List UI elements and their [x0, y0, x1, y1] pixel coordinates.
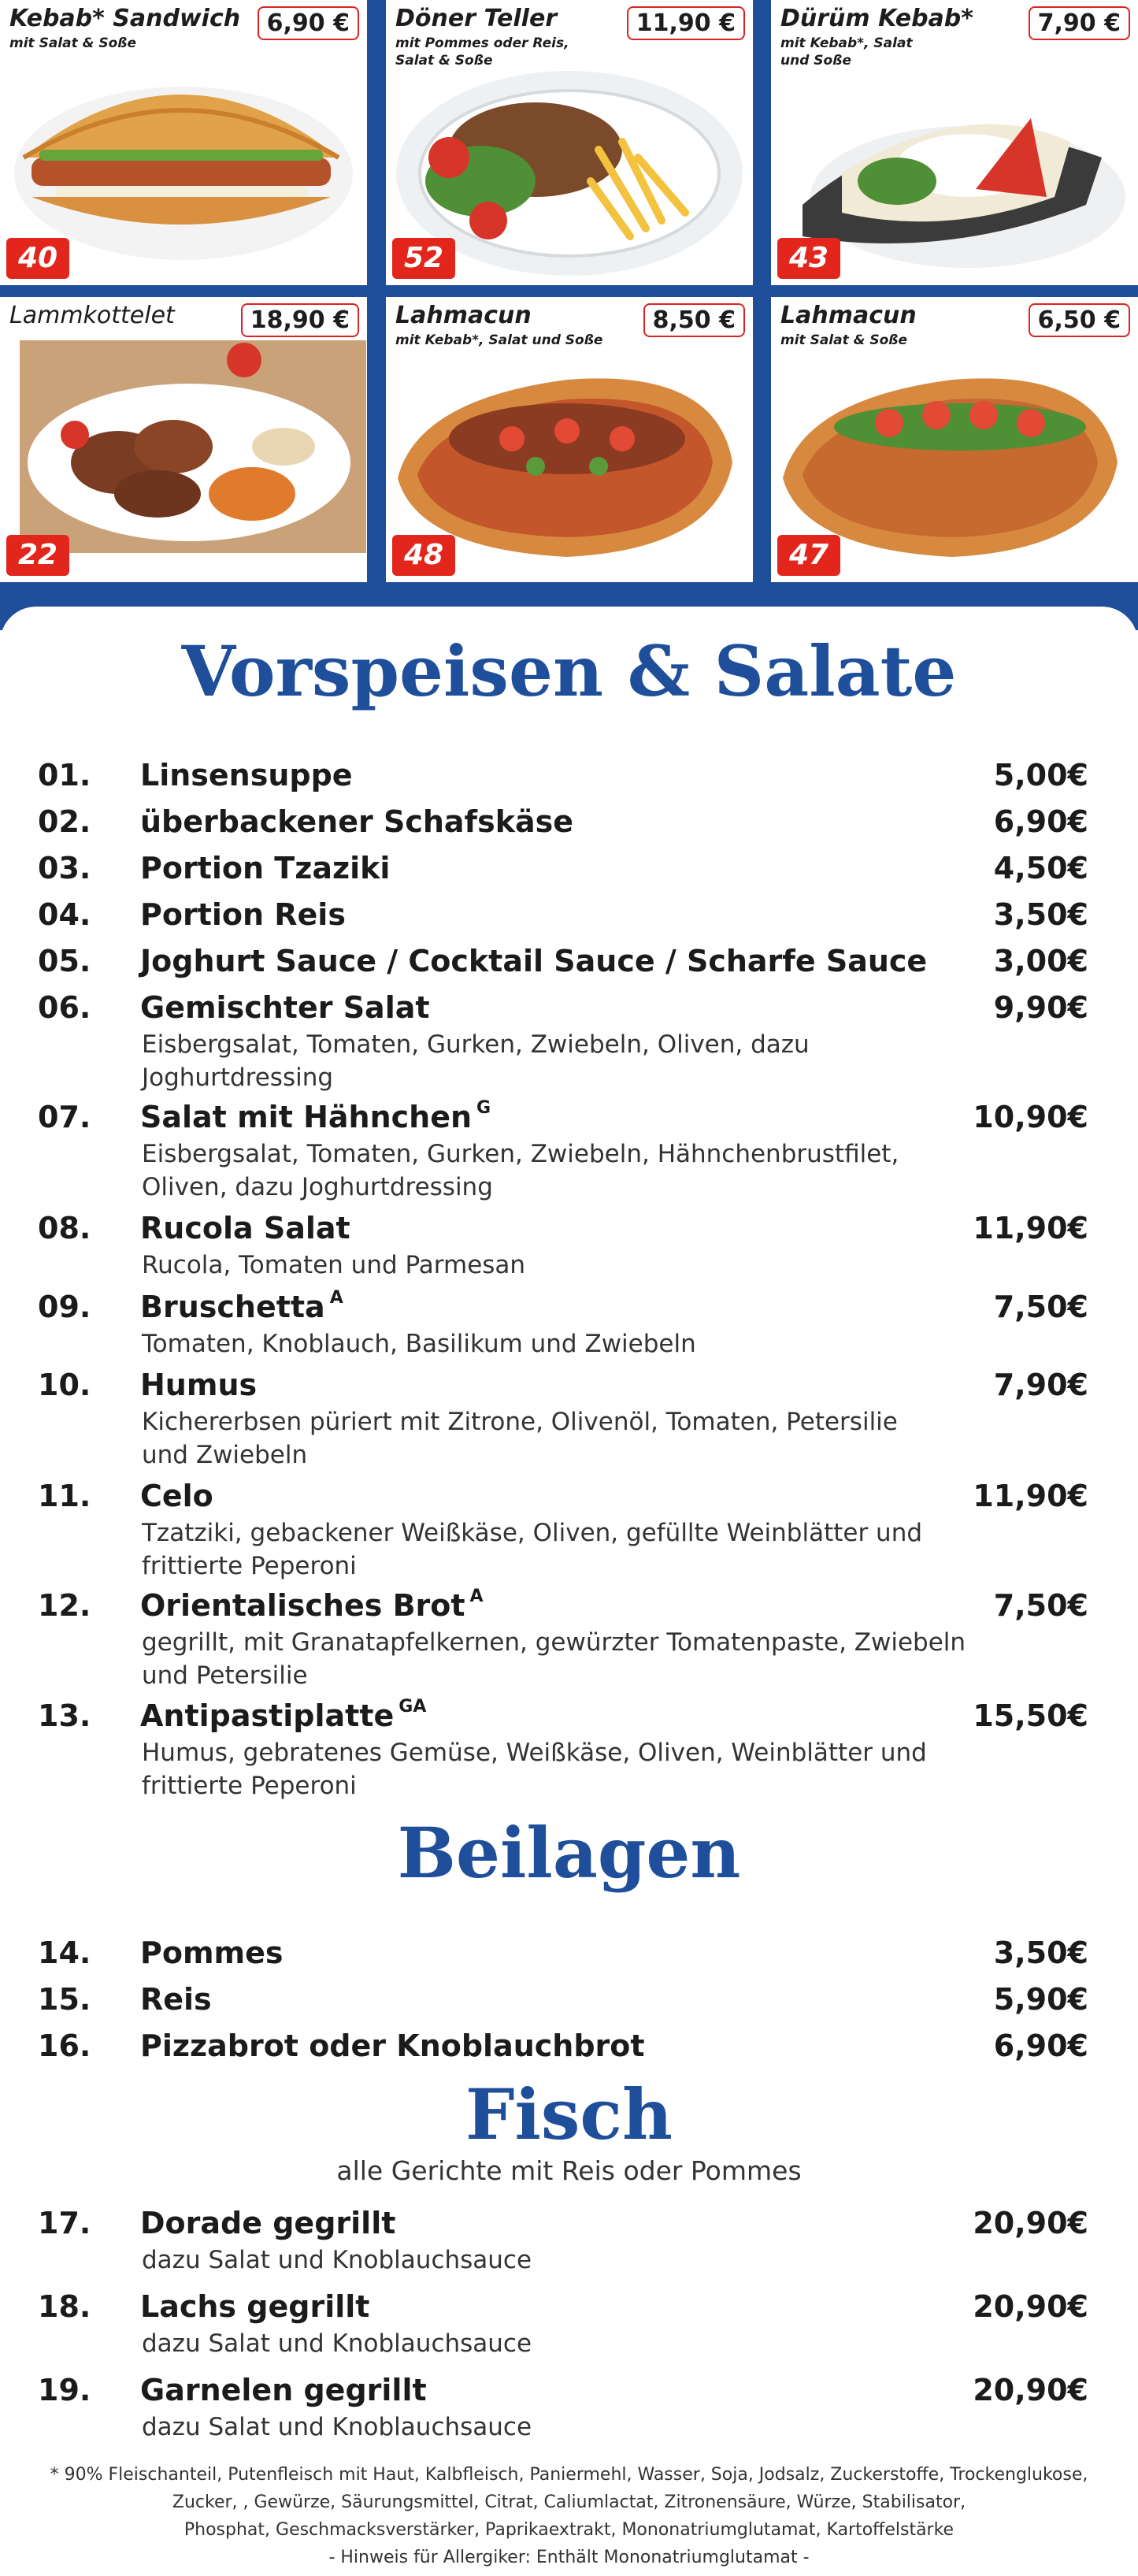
item-price: 3,50€	[993, 897, 1088, 932]
item-price: 7,50€	[993, 1588, 1088, 1623]
item-description: Rucola, Tomaten und Parmesan	[142, 1251, 526, 1279]
item-price: 6,90€	[993, 2029, 1088, 2063]
item-price: 5,00€	[993, 758, 1088, 792]
item-description: Humus, gebratenes Gemüse, Weißkäse, Oliven, Weinblätter und frittierte Peperoni	[142, 1739, 927, 1800]
footnote-line: Phosphat, Geschmacksverstärker, Paprikaextrakt, Mononatriumglutamat, Kartoffelstärke	[183, 2520, 955, 2540]
dish-number-badge: 47	[777, 535, 840, 576]
item-price: 6,90€	[993, 804, 1088, 839]
dish-name: Lammkottelet	[9, 302, 175, 329]
dish-name: Döner Teller	[395, 5, 558, 32]
item-description: dazu Salat und Knoblauchsauce	[142, 2413, 532, 2441]
item-name: Pizzabrot oder Knoblauchbrot	[140, 2029, 645, 2063]
item-number: 09.	[38, 1290, 91, 1324]
item-price: 4,50€	[993, 851, 1088, 885]
dish-subtitle: mit Pommes oder Reis, Salat & Soße	[395, 35, 569, 69]
item-name: Bruschetta $^A$	[140, 1288, 343, 1324]
item-name: Reis	[140, 1982, 212, 2017]
item-number: 06.	[38, 990, 91, 1025]
item-price: 9,90€	[993, 990, 1088, 1025]
item-name: Linsensuppe	[140, 758, 353, 792]
item-description: Tzatziki, gebackener Weißkäse, Oliven, gefüllte Weinblätter und frittierte Peperoni	[142, 1519, 923, 1580]
item-description: dazu Salat und Knoblauchsauce	[142, 2329, 532, 2358]
item-name: Lachs gegrillt	[140, 2289, 370, 2324]
allergen-code: A	[329, 1288, 343, 1308]
dish-subtitle: mit Kebab*, Salat und Soße	[780, 35, 913, 69]
item-price: 7,90€	[993, 1368, 1088, 1402]
item-number: 19.	[38, 2373, 91, 2407]
item-name: Rucola Salat	[140, 1211, 350, 1245]
item-description: gegrillt, mit Granatapfelkernen, gewürzter Tomatenpaste, Zwiebeln und Petersilie	[142, 1628, 966, 1690]
dish-name: Dürüm Kebab*	[780, 5, 973, 32]
featured-dish-card[interactable]	[0, 297, 367, 582]
featured-dishes-grid	[0, 0, 1138, 630]
item-name: Portion Reis	[140, 897, 346, 932]
item-number: 07.	[38, 1100, 91, 1134]
footnote-line: * 90% Fleischanteil, Putenfleisch mit Haut, Kalbfleisch, Paniermehl, Wasser, Soja, Jodsalz, Zuckerstoffe, Trockenglukose,	[50, 2465, 1088, 2485]
item-number: 03.	[38, 851, 91, 885]
item-name: Celo	[140, 1479, 213, 1513]
item-name: Humus	[140, 1368, 258, 1402]
item-name: Garnelen gegrillt	[140, 2373, 427, 2407]
item-name: überbackener Schafskäse	[140, 804, 573, 839]
item-description: Kichererbsen püriert mit Zitrone, Olivenöl, Tomaten, Petersilie und Zwiebeln	[142, 1408, 898, 1469]
item-number: 18.	[38, 2289, 91, 2324]
item-number: 01.	[38, 758, 91, 792]
item-number: 15.	[38, 1982, 91, 2017]
featured-dish-card[interactable]	[386, 0, 753, 285]
dish-subtitle: mit Salat & Soße	[780, 332, 908, 348]
item-price: 10,90€	[973, 1100, 1088, 1134]
item-number: 08.	[38, 1211, 91, 1245]
dish-name: Lahmacun	[395, 302, 532, 329]
dish-number-badge: 40	[6, 238, 69, 279]
item-price: 11,90€	[973, 1479, 1088, 1513]
featured-dish-card[interactable]	[771, 297, 1138, 582]
item-description: Eisbergsalat, Tomaten, Gurken, Zwiebeln, Hähnchenbrustfilet, Oliven, dazu Joghurtdressing	[142, 1140, 899, 1201]
dish-price: 6,50 €	[1029, 303, 1130, 337]
allergen-code: A	[469, 1587, 484, 1607]
item-description: Eisbergsalat, Tomaten, Gurken, Zwiebeln, Oliven, dazu Joghurtdressing	[142, 1030, 810, 1092]
section-title-beilagen: Beilagen	[397, 1812, 741, 1894]
item-name: Orientalisches Brot $^A$	[140, 1587, 484, 1623]
dish-subtitle: mit Kebab*, Salat und Soße	[395, 332, 603, 348]
item-name: Antipastiplatte $^{GA}$	[140, 1697, 427, 1733]
item-price: 20,90€	[973, 2289, 1088, 2324]
dish-price: 18,90 €	[241, 303, 359, 337]
item-name: Dorade gegrillt	[140, 2206, 396, 2240]
item-price: 3,50€	[993, 1936, 1088, 1970]
footnote-line: - Hinweis für Allergiker: Enthält Mononatriumglutamat -	[328, 2548, 810, 2567]
dish-name: Lahmacun	[780, 302, 917, 329]
item-number: 04.	[38, 897, 91, 932]
item-name: Gemischter Salat	[140, 990, 430, 1025]
featured-dish-card[interactable]	[386, 297, 753, 582]
allergen-code: G	[476, 1098, 491, 1119]
item-description: Tomaten, Knoblauch, Basilikum und Zwiebeln	[142, 1330, 696, 1358]
item-name: Pommes	[140, 1936, 284, 1970]
item-description: dazu Salat und Knoblauchsauce	[142, 2246, 532, 2274]
dish-number-badge: 22	[6, 535, 69, 576]
allergen-footnote	[32, 2461, 1106, 2571]
dish-name: Kebab* Sandwich	[9, 5, 241, 32]
item-price: 7,50€	[993, 1290, 1088, 1324]
item-number: 16.	[38, 2029, 91, 2063]
item-number: 02.	[38, 804, 91, 839]
fisch-section-note: alle Gerichte mit Reis oder Pommes	[336, 2155, 802, 2186]
dish-number-badge: 48	[392, 535, 455, 576]
item-price: 15,50€	[973, 1698, 1088, 1733]
item-number: 10.	[38, 1368, 91, 1402]
dish-number-badge: 52	[392, 238, 455, 279]
dish-number-badge: 43	[777, 238, 840, 279]
dish-subtitle: mit Salat & Soße	[9, 35, 137, 51]
dish-price: 6,90 €	[258, 6, 359, 40]
item-price: 20,90€	[973, 2206, 1088, 2240]
item-name: Joghurt Sauce / Cocktail Sauce / Scharfe Sauce	[140, 944, 928, 978]
featured-dish-card[interactable]	[771, 0, 1138, 285]
featured-dish-card[interactable]	[0, 0, 367, 285]
allergen-code: GA	[398, 1697, 427, 1717]
item-name: Portion Tzaziki	[140, 851, 391, 885]
item-price: 11,90€	[973, 1211, 1088, 1245]
item-number: 05.	[38, 944, 91, 978]
item-number: 13.	[38, 1698, 91, 1733]
dish-price: 11,90 €	[627, 6, 745, 40]
item-number: 12.	[38, 1588, 91, 1623]
dish-price: 7,90 €	[1029, 6, 1130, 40]
section-title-fisch: Fisch	[465, 2073, 673, 2155]
item-price: 20,90€	[973, 2373, 1088, 2407]
item-number: 14.	[38, 1936, 91, 1970]
section-title-vorspeisen: Vorspeisen & Salate	[181, 630, 957, 712]
dish-price: 8,50 €	[643, 303, 745, 337]
item-name: Salat mit Hähnchen $^G$	[140, 1098, 491, 1134]
item-price: 5,90€	[993, 1982, 1088, 2017]
item-price: 3,00€	[993, 944, 1088, 978]
item-number: 17.	[38, 2206, 91, 2240]
item-number: 11.	[38, 1479, 91, 1513]
footnote-line: Zucker, , Gewürze, Säurungsmittel, Citrat, Caliumlactat, Zitronensäure, Würze, Stabilisator,	[172, 2492, 966, 2512]
